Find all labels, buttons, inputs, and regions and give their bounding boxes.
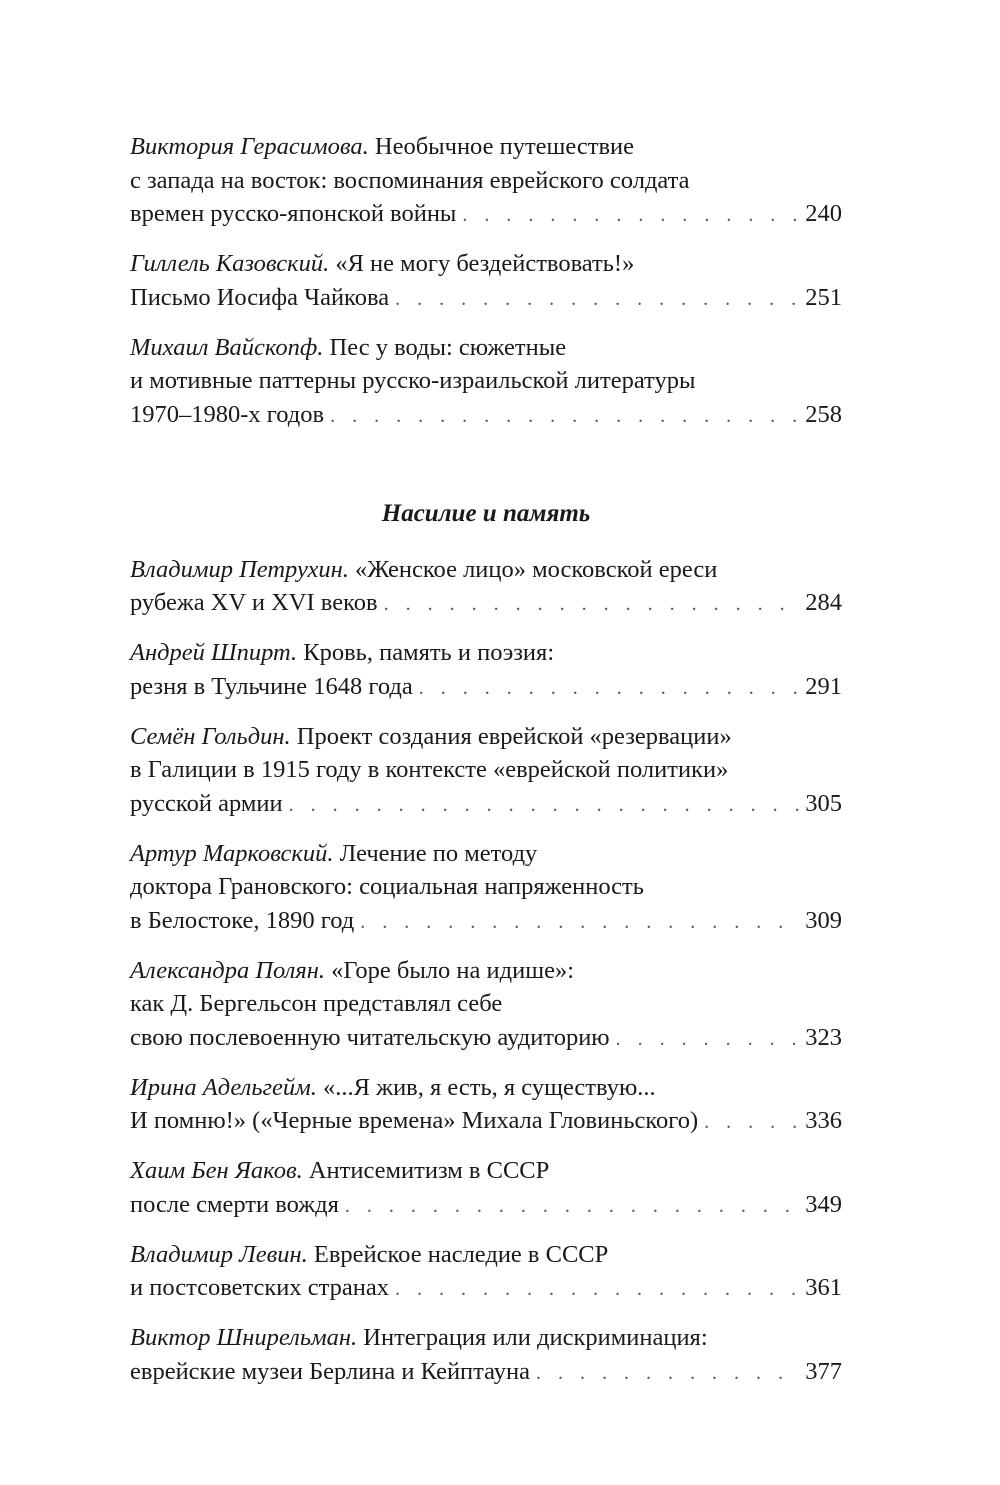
toc-author: Владимир Петрухин. xyxy=(130,555,349,583)
toc-title-text: свою послевоенную читательскую аудиторию xyxy=(130,1023,610,1051)
page-number: 305 xyxy=(805,789,842,817)
toc-entry-last-line xyxy=(130,1355,842,1391)
toc-entry-last-line xyxy=(130,281,842,317)
toc-entry-line xyxy=(130,987,842,1021)
toc-title-text: Необычное путешествие xyxy=(368,133,635,160)
toc-entry[interactable] xyxy=(130,1071,842,1140)
toc-entry-line xyxy=(130,636,842,670)
toc-entry-line xyxy=(130,837,842,871)
toc-title-text: 1970–1980-х годов xyxy=(130,400,325,428)
toc-title-text: рубежа XV и XVI веков xyxy=(130,589,378,616)
toc-title-text: Проект создания еврейской «резервации» xyxy=(290,722,732,750)
toc-author: Виктор Шнирельман. xyxy=(130,1324,358,1351)
toc-title-text: с запада на восток: воспоминания еврейского солдата xyxy=(130,166,690,194)
dot-leader xyxy=(289,789,800,823)
dot-leader xyxy=(704,1106,799,1140)
toc-author: Александра Полян. xyxy=(130,956,326,984)
toc-entry[interactable] xyxy=(130,331,842,434)
toc-title-text: и постсоветских странах xyxy=(130,1274,390,1301)
toc-entry-line xyxy=(130,164,842,198)
dot-leader xyxy=(419,672,800,706)
dot-leader xyxy=(395,1273,799,1307)
toc-entry-line xyxy=(130,331,842,365)
dot-leader xyxy=(330,400,799,434)
dot-leader xyxy=(462,199,799,233)
toc-entry-last-line xyxy=(130,1271,842,1307)
toc-title-text: Антисемитизм в СССР xyxy=(302,1157,550,1184)
toc-entry-line xyxy=(130,130,842,164)
toc-title-text: И помню!» («Черные времена» Михала Гловиньского) xyxy=(130,1107,699,1134)
toc-title-text: «Женское лицо» московской ереси xyxy=(348,555,718,583)
dot-leader xyxy=(345,1190,799,1224)
page-number: 291 xyxy=(805,672,842,700)
toc-entry-last-line xyxy=(130,670,842,706)
toc-author: Гиллель Казовский. xyxy=(130,250,330,277)
toc-title-text: резня в Тульчине 1648 года xyxy=(130,672,413,700)
toc-entry-last-line xyxy=(130,197,842,233)
toc-author: Андрей Шпирт. xyxy=(130,639,298,666)
toc-title-text: Лечение по методу xyxy=(333,839,538,867)
dot-leader xyxy=(616,1023,800,1057)
toc-author: Хаим Бен Яаков. xyxy=(130,1157,303,1184)
toc-entry-line xyxy=(130,364,842,398)
toc-title-text: в Белостоке, 1890 год xyxy=(130,906,355,934)
toc-title-text: доктора Грановского: социальная напряженность xyxy=(130,873,644,900)
toc-entry-line xyxy=(130,1071,842,1105)
toc-title-text: еврейские музеи Берлина и Кейптауна xyxy=(130,1357,531,1385)
toc-entry-last-line xyxy=(130,1021,842,1057)
toc-entry[interactable] xyxy=(130,553,842,622)
toc-entry[interactable] xyxy=(130,954,842,1057)
page-number: 251 xyxy=(805,283,842,311)
toc-author: Семён Гольдин. xyxy=(130,722,291,750)
page-number: 323 xyxy=(805,1023,842,1051)
toc-entry-line xyxy=(130,954,842,988)
toc-title-text: Пес у воды: сюжетные xyxy=(323,333,567,361)
toc-author: Михаил Вайскопф. xyxy=(130,333,324,361)
dot-leader xyxy=(395,283,799,317)
page-number: 349 xyxy=(805,1190,842,1218)
page-number: 284 xyxy=(805,589,842,616)
page-number: 336 xyxy=(805,1107,842,1134)
toc-entry-line xyxy=(130,753,842,787)
table-of-contents xyxy=(130,130,842,1405)
toc-author: Артур Марковский. xyxy=(130,839,334,867)
page-number: 361 xyxy=(805,1274,842,1301)
toc-title-text: Кровь, память и поэзия: xyxy=(297,639,555,666)
toc-title-text: Письмо Иосифа Чайкова xyxy=(130,283,390,311)
toc-author: Владимир Левин. xyxy=(130,1240,308,1268)
toc-entry-line xyxy=(130,1238,842,1272)
toc-title-text: «Горе было на идише»: xyxy=(325,956,575,984)
toc-title-text: и мотивные паттерны русско-израильской литературы xyxy=(130,367,696,394)
toc-entry-line xyxy=(130,1321,842,1355)
toc-author: Ирина Адельгейм. xyxy=(130,1073,317,1101)
toc-title-text: Еврейское наследие в СССР xyxy=(307,1240,609,1268)
dot-leader xyxy=(360,906,799,940)
toc-entry-last-line xyxy=(130,1104,842,1140)
toc-entry-line xyxy=(130,720,842,754)
toc-title-text: русской армии xyxy=(130,789,283,817)
toc-entry-line xyxy=(130,553,842,587)
toc-entry[interactable] xyxy=(130,1321,842,1390)
toc-entry-last-line xyxy=(130,586,842,622)
toc-entry-last-line xyxy=(130,398,842,434)
dot-leader xyxy=(384,588,800,622)
toc-entry-last-line xyxy=(130,787,842,823)
toc-entry-line xyxy=(130,870,842,904)
page-number: 377 xyxy=(805,1357,842,1385)
toc-title-text: в Галиции в 1915 году в контексте «еврейской политики» xyxy=(130,756,729,783)
toc-entry-line xyxy=(130,1154,842,1188)
toc-title-text: «...Я жив, я есть, я существую... xyxy=(316,1073,656,1101)
toc-entry[interactable] xyxy=(130,1238,842,1307)
toc-entry-line xyxy=(130,247,842,281)
page-number: 240 xyxy=(805,200,842,227)
page-number: 258 xyxy=(805,400,842,428)
toc-entry[interactable] xyxy=(130,1154,842,1223)
section-title: Насилие и память xyxy=(381,500,591,527)
toc-entry-last-line xyxy=(130,904,842,940)
toc-entry[interactable] xyxy=(130,130,842,233)
toc-entry[interactable] xyxy=(130,247,842,316)
toc-title-text: как Д. Бергельсон представлял себе xyxy=(130,990,503,1017)
dot-leader xyxy=(536,1357,799,1391)
page-number: 309 xyxy=(805,906,842,934)
toc-title-text: «Я не могу бездействовать!» xyxy=(329,250,635,277)
toc-title-text: Интеграция или дискриминация: xyxy=(357,1324,708,1351)
toc-entry-last-line xyxy=(130,1188,842,1224)
toc-title-text: после смерти вождя xyxy=(130,1190,339,1218)
toc-entry[interactable] xyxy=(130,636,842,705)
toc-author: Виктория Герасимова. xyxy=(130,133,369,160)
toc-title-text: времен русско-японской войны xyxy=(130,200,457,227)
toc-entry[interactable] xyxy=(130,837,842,940)
toc-entry[interactable] xyxy=(130,720,842,823)
